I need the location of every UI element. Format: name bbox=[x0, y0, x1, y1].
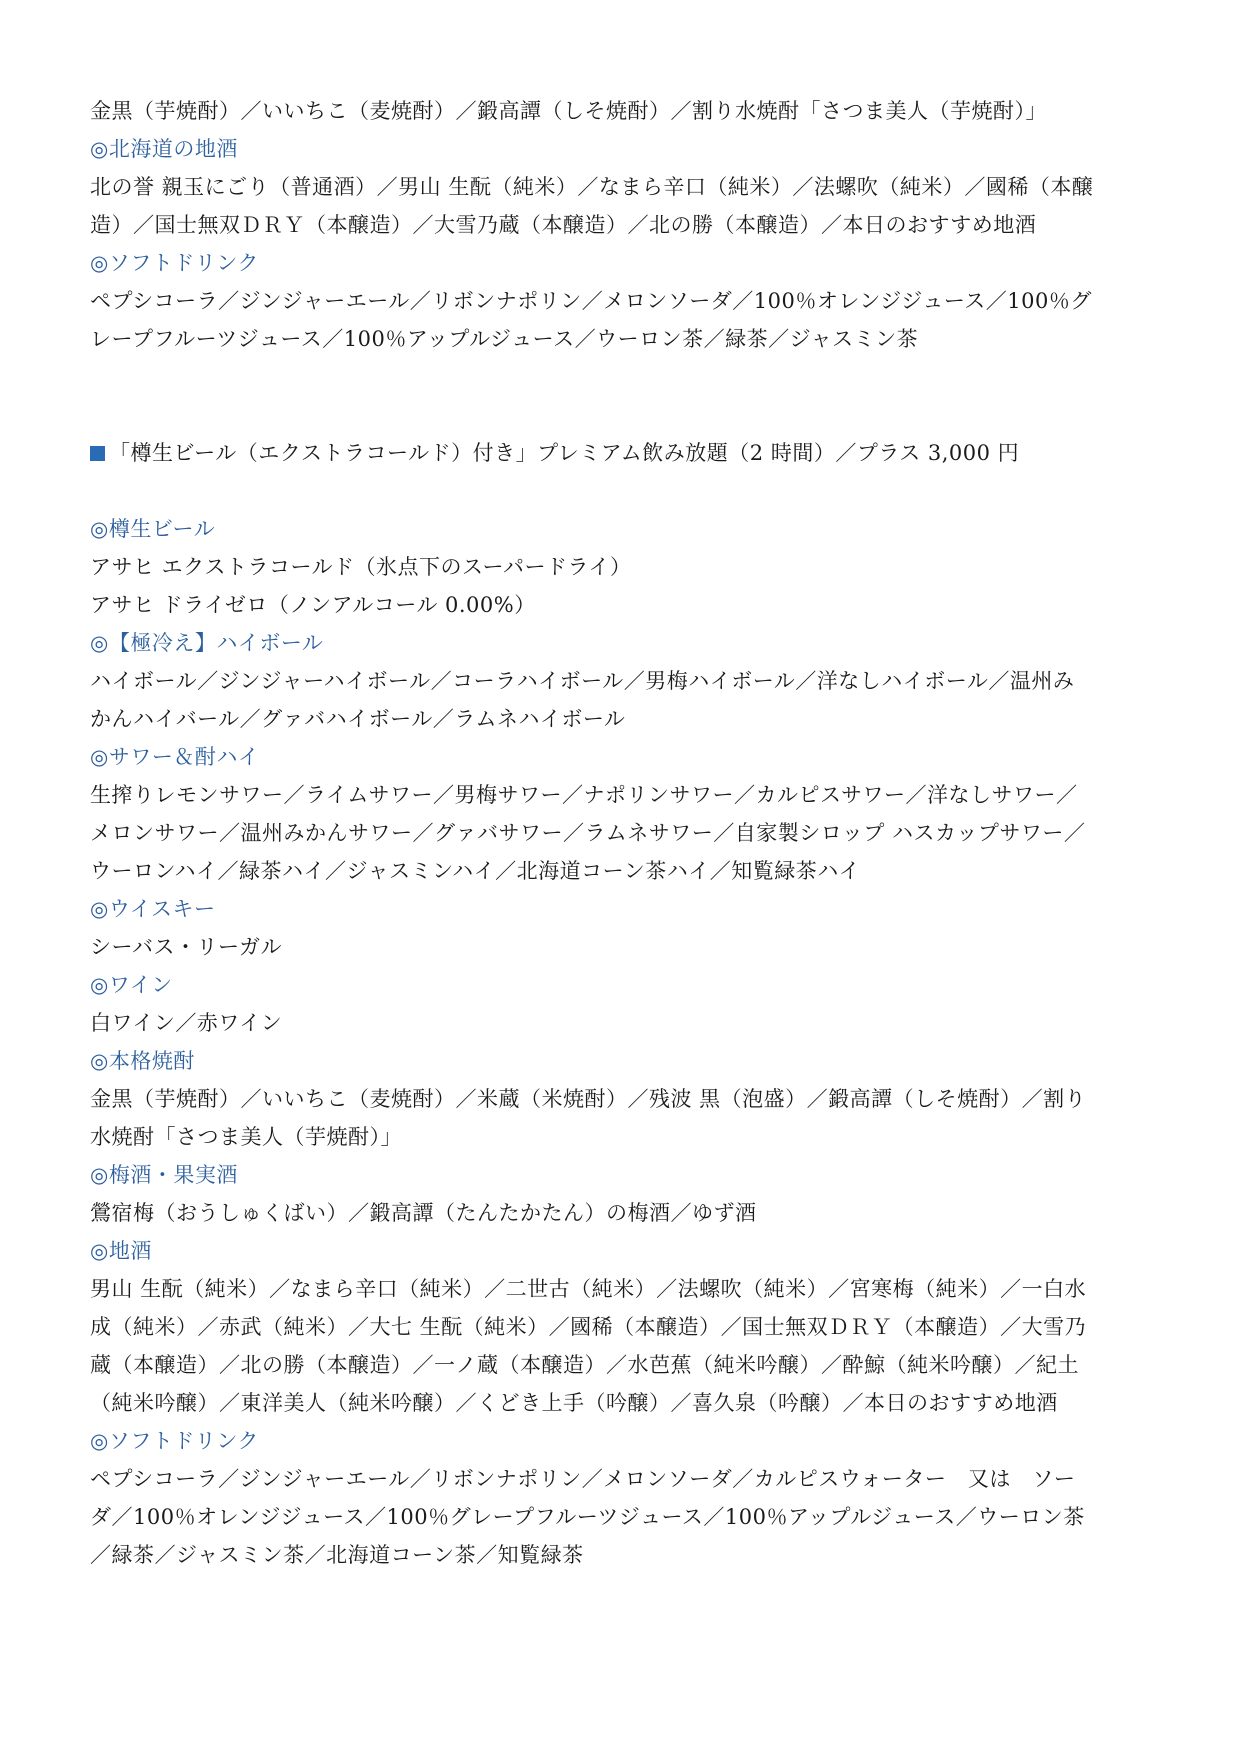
jizake-items-line1: 男山 生酛（純米）／なまら辛口（純米）／二世古（純米）／法螺吹（純米）／宮寒梅（純米）／一白水 bbox=[90, 1277, 1087, 1301]
soft-drink-heading: ◎ソフトドリンク bbox=[90, 251, 259, 275]
whisky-items: シーバス・リーガル bbox=[90, 935, 283, 959]
highball-heading: ◎【極冷え】ハイボール bbox=[90, 631, 324, 655]
sour-items-line3: ウーロンハイ／緑茶ハイ／ジャスミンハイ／北海道コーン茶ハイ／知覧緑茶ハイ bbox=[90, 859, 861, 883]
hokkaido-sake-items-line1: 北の誉 親玉にごり（普通酒）／男山 生酛（純米）／なまら辛口（純米）／法螺吹（純米）／國稀（本醸 bbox=[90, 175, 1094, 199]
premium-soft-drink-items-line3: ／緑茶／ジャスミン茶／北海道コーン茶／知覧緑茶 bbox=[90, 1543, 584, 1567]
spacer bbox=[90, 472, 1150, 510]
spacer bbox=[90, 358, 1150, 396]
hokkaido-sake-items-line2: 造）／国士無双ＤＲＹ（本醸造）／大雪乃蔵（本醸造）／北の勝（本醸造）／本日のおすすめ地酒 bbox=[90, 213, 1037, 237]
premium-soft-drink-items-line2: ダ／100％オレンジジュース／100％グレープフルーツジュース／100％アップルジュース／ウーロン茶 bbox=[90, 1505, 1085, 1529]
premium-soft-drink-items-line1: ペプシコーラ／ジンジャーエール／リボンナポリン／メロンソーダ／カルピスウォーター 又は ソー bbox=[90, 1467, 1076, 1491]
whisky-heading: ◎ウイスキー bbox=[90, 897, 216, 921]
highball-items-line1: ハイボール／ジンジャーハイボール／コーラハイボール／男梅ハイボール／洋なしハイボール／温州み bbox=[90, 669, 1075, 693]
spacer bbox=[90, 396, 1150, 434]
highball-items-line2: かんハイバール／グァバハイボール／ラムネハイボール bbox=[90, 707, 626, 731]
hokkaido-sake-heading: ◎北海道の地酒 bbox=[90, 137, 238, 161]
sour-items-line1: 生搾りレモンサワー／ライムサワー／男梅サワー／ナポリンサワー／カルピスサワー／洋なしサワー／ bbox=[90, 783, 1078, 807]
premium-soft-drink-heading: ◎ソフトドリンク bbox=[90, 1429, 259, 1453]
sour-items-line2: メロンサワー／温州みかんサワー／グァバサワー／ラムネサワー／自家製シロップ ハスカップサワー／ bbox=[90, 821, 1086, 845]
jizake-items-line3: 蔵（本醸造）／北の勝（本醸造）／一ノ蔵（本醸造）／水芭蕉（純米吟醸）／酔鯨（純米吟醸）／紀土 bbox=[90, 1353, 1079, 1377]
premium-section bbox=[90, 510, 1150, 1574]
umeshu-items: 鶯宿梅（おうしゅくばい）／鍛高譚（たんたかたん）の梅酒／ゆず酒 bbox=[90, 1201, 757, 1225]
shochu-items: 金黒（芋焼酎）／いいちこ（麦焼酎）／鍛高譚（しそ焼酎）／割り水焼酎「さつま美人（芋焼酎）」 bbox=[90, 99, 1047, 123]
shochu-items-line1: 金黒（芋焼酎）／いいちこ（麦焼酎）／米蔵（米焼酎）／残波 黒（泡盛）／鍛高譚（しそ焼酎）／割り bbox=[90, 1087, 1087, 1111]
jizake-items-line2: 成（純米）／赤武（純米）／大七 生酛（純米）／國稀（本醸造）／国士無双ＤＲＹ（本醸造）／大雪乃 bbox=[90, 1315, 1087, 1339]
soft-drink-items-line2: レープフルーツジュース／100％アップルジュース／ウーロン茶／緑茶／ジャスミン茶 bbox=[90, 327, 919, 351]
shochu-heading: ◎本格焼酎 bbox=[90, 1049, 195, 1073]
draft-beer-item: アサヒ ドライゼロ（ノンアルコール 0.00%） bbox=[90, 593, 536, 617]
draft-beer-heading: ◎樽生ビール bbox=[90, 517, 216, 541]
jizake-items-line4: （純米吟醸）／東洋美人（純米吟醸）／くどき上手（吟醸）／喜久泉（吟醸）／本日のおすすめ地酒 bbox=[90, 1391, 1058, 1415]
wine-heading: ◎ワイン bbox=[90, 973, 173, 997]
document-page bbox=[90, 92, 1150, 1574]
umeshu-heading: ◎梅酒・果実酒 bbox=[90, 1163, 238, 1187]
blue-square-bullet-icon bbox=[90, 446, 105, 461]
top-section bbox=[90, 92, 1150, 358]
draft-beer-item: アサヒ エクストラコールド（氷点下のスーパードライ） bbox=[90, 555, 632, 579]
premium-plan-title-text: 「樽生ビール（エクストラコールド）付き」プレミアム飲み放題（2 時間）／プラス 3,000 円 bbox=[109, 441, 1020, 465]
soft-drink-items-line1: ペプシコーラ／ジンジャーエール／リボンナポリン／メロンソーダ／100％オレンジジュース／100％グ bbox=[90, 289, 1092, 313]
sour-heading: ◎サワー＆酎ハイ bbox=[90, 745, 260, 769]
premium-plan-title bbox=[90, 434, 1150, 472]
wine-items: 白ワイン／赤ワイン bbox=[90, 1011, 283, 1035]
jizake-heading: ◎地酒 bbox=[90, 1239, 152, 1263]
shochu-items-line2: 水焼酎「さつま美人（芋焼酎）」 bbox=[90, 1125, 402, 1149]
